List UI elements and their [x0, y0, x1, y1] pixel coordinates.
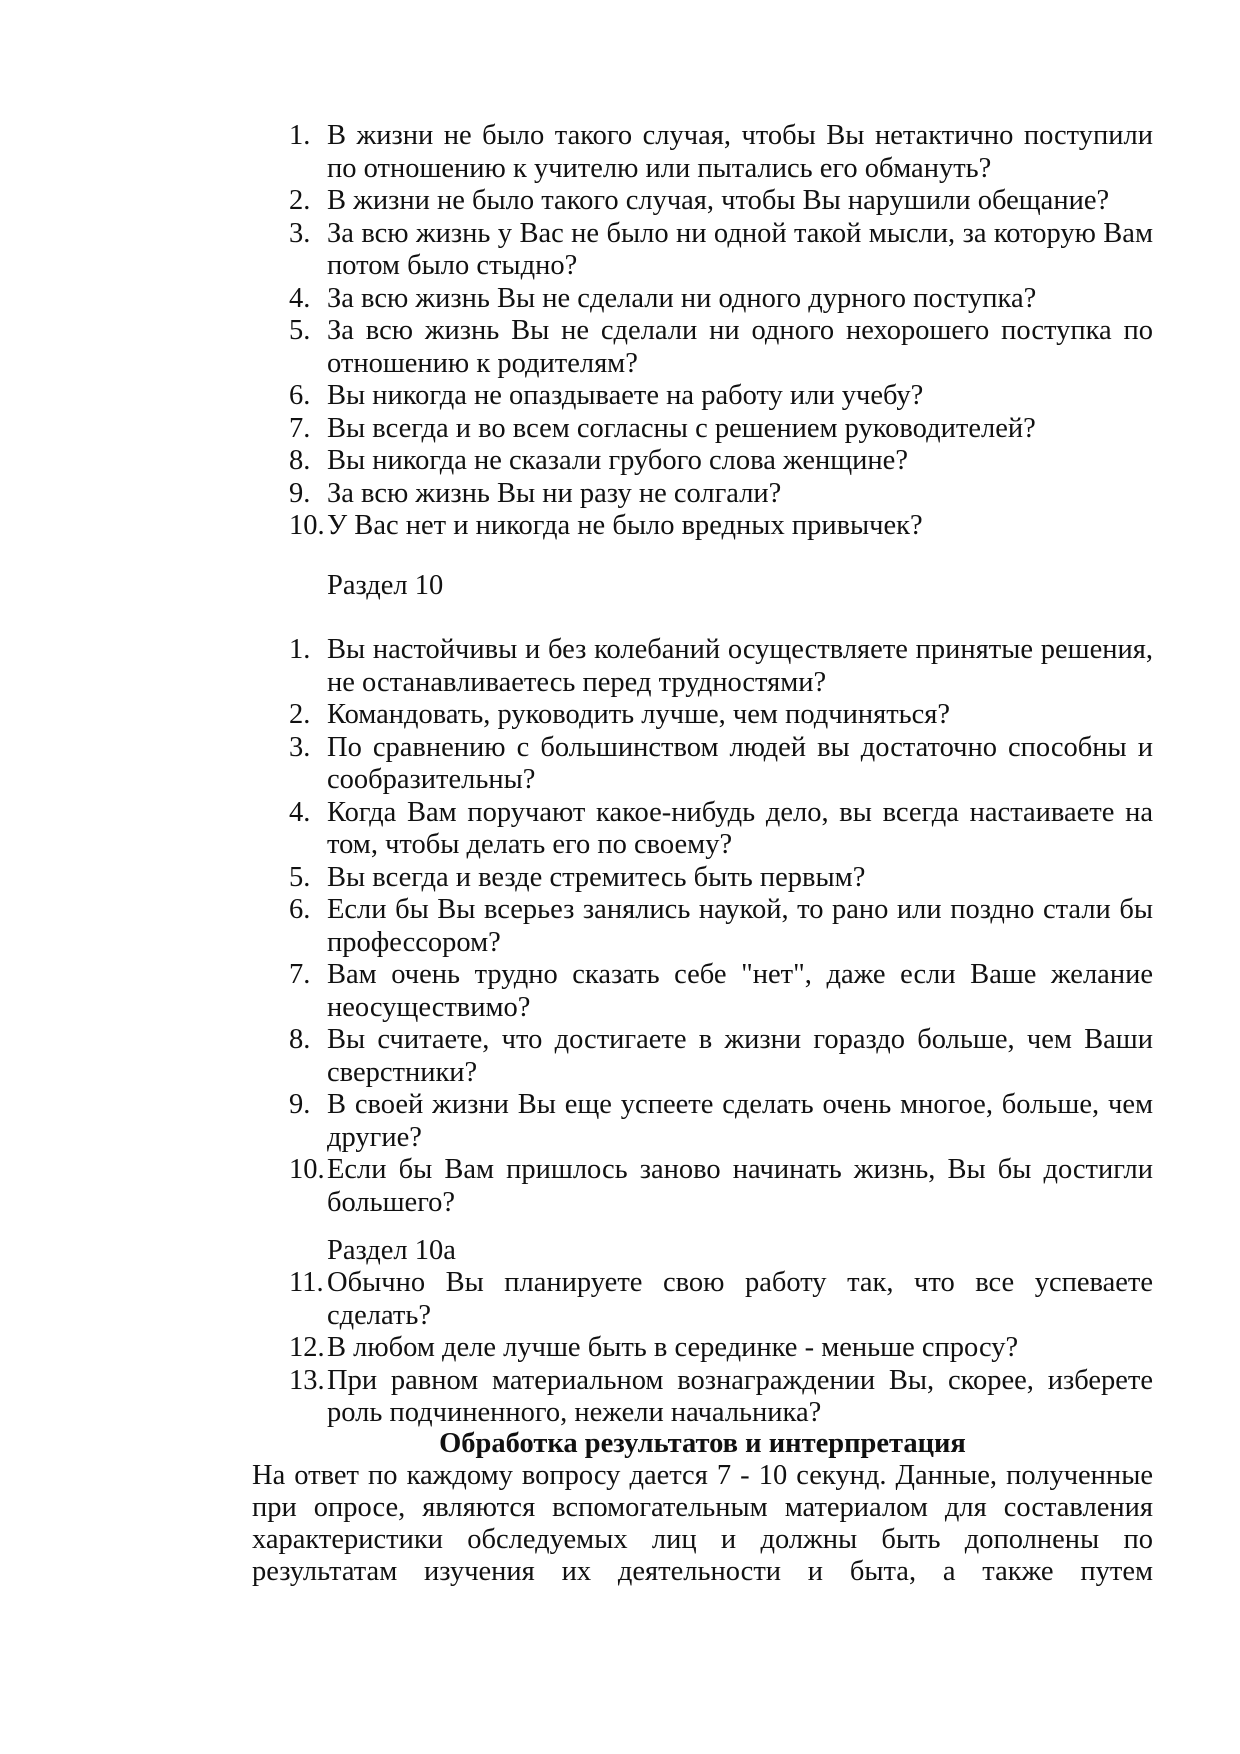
paragraph-line: На ответ по каждому вопросу дается 7 - 10 секунд. Данные, полученные — [252, 1460, 1153, 1491]
list-item — [0, 478, 1153, 511]
paragraph-line: результатам изучения их деятельности и быта, а также путем — [252, 1556, 1153, 1587]
item-text: В своей жизни Вы еще успеете сделать очень многое, больше, чем другие? — [327, 1089, 1153, 1153]
list-item — [0, 510, 1153, 543]
item-number: 1. — [289, 634, 311, 665]
paragraph-line: характеристики обследуемых лиц и должны быть дополнены по — [252, 1524, 1153, 1555]
list-item — [0, 894, 1153, 959]
item-text: Обычно Вы планируете свою работу так, что все успеваете сделать? — [327, 1267, 1153, 1331]
item-text: В жизни не было такого случая, чтобы Вы нарушили обещание? — [327, 185, 1110, 216]
item-text: При равном материальном вознаграждении Вы, скорее, изберете роль подчиненного, нежели начальника? — [327, 1364, 1153, 1428]
item-text: Вам очень трудно сказать себе "нет", даже если Ваше желание неосуществимо? — [327, 959, 1153, 1023]
list-item — [0, 1154, 1153, 1219]
item-text: По сравнению с большинством людей вы достаточно способны и сообразительны? — [327, 731, 1153, 795]
item-number: 9. — [289, 477, 311, 509]
item-text: Вы никогда не опаздываете на работу или учебу? — [327, 380, 924, 411]
list-item — [0, 445, 1153, 478]
item-number: 13. — [289, 1364, 325, 1396]
section-title-10: Раздел 10 — [327, 570, 444, 601]
item-text: За всю жизнь Вы ни разу не солгали? — [327, 477, 782, 509]
list-item — [0, 413, 1153, 446]
section-title-10a: Раздел 10а — [327, 1235, 456, 1266]
question-list-section-10 — [0, 634, 1240, 1219]
item-number: 3. — [289, 731, 311, 763]
list-item — [0, 1332, 1153, 1365]
item-text: Вы всегда и во всем согласны с решением руководителей? — [327, 412, 1036, 444]
list-item — [0, 218, 1153, 283]
item-text: У Вас нет и никогда не было вредных привычек? — [327, 510, 923, 541]
list-item — [0, 315, 1153, 380]
item-number: 12. — [289, 1332, 325, 1363]
list-item — [0, 283, 1153, 316]
paragraph-line: при опросе, являются вспомогательным материалом для составления — [252, 1492, 1153, 1523]
list-item — [0, 1089, 1153, 1154]
item-text: Когда Вам поручают какое-нибудь дело, вы всегда настаиваете на том, чтобы делать его по своему? — [327, 796, 1153, 860]
item-text: Вы никогда не сказали грубого слова женщине? — [327, 445, 908, 476]
item-number: 10. — [289, 1154, 325, 1185]
item-number: 8. — [289, 1024, 311, 1055]
item-text: В жизни не было такого случая, чтобы Вы нетактично поступили по отношению к учителю или пытались его обмануть? — [327, 120, 1153, 184]
item-number: 10. — [289, 510, 325, 541]
list-item — [0, 1267, 1153, 1332]
list-item — [0, 380, 1153, 413]
item-text: За всю жизнь Вы не сделали ни одного дурного поступка? — [327, 282, 1037, 314]
item-number: 6. — [289, 894, 311, 925]
item-number: 9. — [289, 1089, 311, 1120]
item-number: 5. — [289, 315, 311, 346]
item-text: Вы считаете, что достигаете в жизни гораздо больше, чем Ваши сверстники? — [327, 1024, 1153, 1088]
item-text: Если бы Вы всерьез занялись наукой, то рано или поздно стали бы профессором? — [327, 894, 1153, 958]
item-text: За всю жизнь Вы не сделали ни одного нехорошего поступка по отношению к родителям? — [327, 315, 1153, 379]
list-item — [0, 732, 1153, 797]
list-item — [0, 862, 1153, 895]
item-text: Если бы Вам пришлось заново начинать жизнь, Вы бы достигли большего? — [327, 1154, 1153, 1218]
item-number: 7. — [289, 412, 311, 444]
question-list-section-10a — [0, 1267, 1240, 1430]
results-heading: Обработка результатов и интерпретация — [439, 1428, 966, 1459]
item-number: 2. — [289, 699, 311, 730]
item-number: 3. — [289, 217, 311, 249]
item-number: 4. — [289, 796, 311, 828]
item-number: 4. — [289, 282, 311, 314]
question-list-1 — [0, 120, 1240, 543]
item-number: 11. — [289, 1267, 324, 1298]
item-text: Вы всегда и везде стремитесь быть первым? — [327, 861, 866, 893]
list-item — [0, 1365, 1153, 1430]
list-item — [0, 185, 1153, 218]
list-item — [0, 699, 1153, 732]
item-text: За всю жизнь у Вас не было ни одной такой мысли, за которую Вам потом было стыдно? — [327, 217, 1153, 281]
list-item — [0, 120, 1153, 185]
item-number: 7. — [289, 959, 311, 990]
item-text: Вы настойчивы и без колебаний осуществляете принятые решения, не останавливаетесь перед трудностями? — [327, 634, 1153, 698]
item-number: 6. — [289, 380, 311, 411]
list-item — [0, 797, 1153, 862]
item-number: 5. — [289, 861, 311, 893]
item-number: 8. — [289, 445, 311, 476]
item-number: 2. — [289, 185, 311, 216]
item-number: 1. — [289, 120, 311, 151]
list-item — [0, 959, 1153, 1024]
list-item — [0, 1024, 1153, 1089]
item-text: Командовать, руководить лучше, чем подчиняться? — [327, 699, 951, 730]
list-item — [0, 634, 1153, 699]
item-text: В любом деле лучше быть в серединке - меньше спросу? — [327, 1332, 1019, 1363]
